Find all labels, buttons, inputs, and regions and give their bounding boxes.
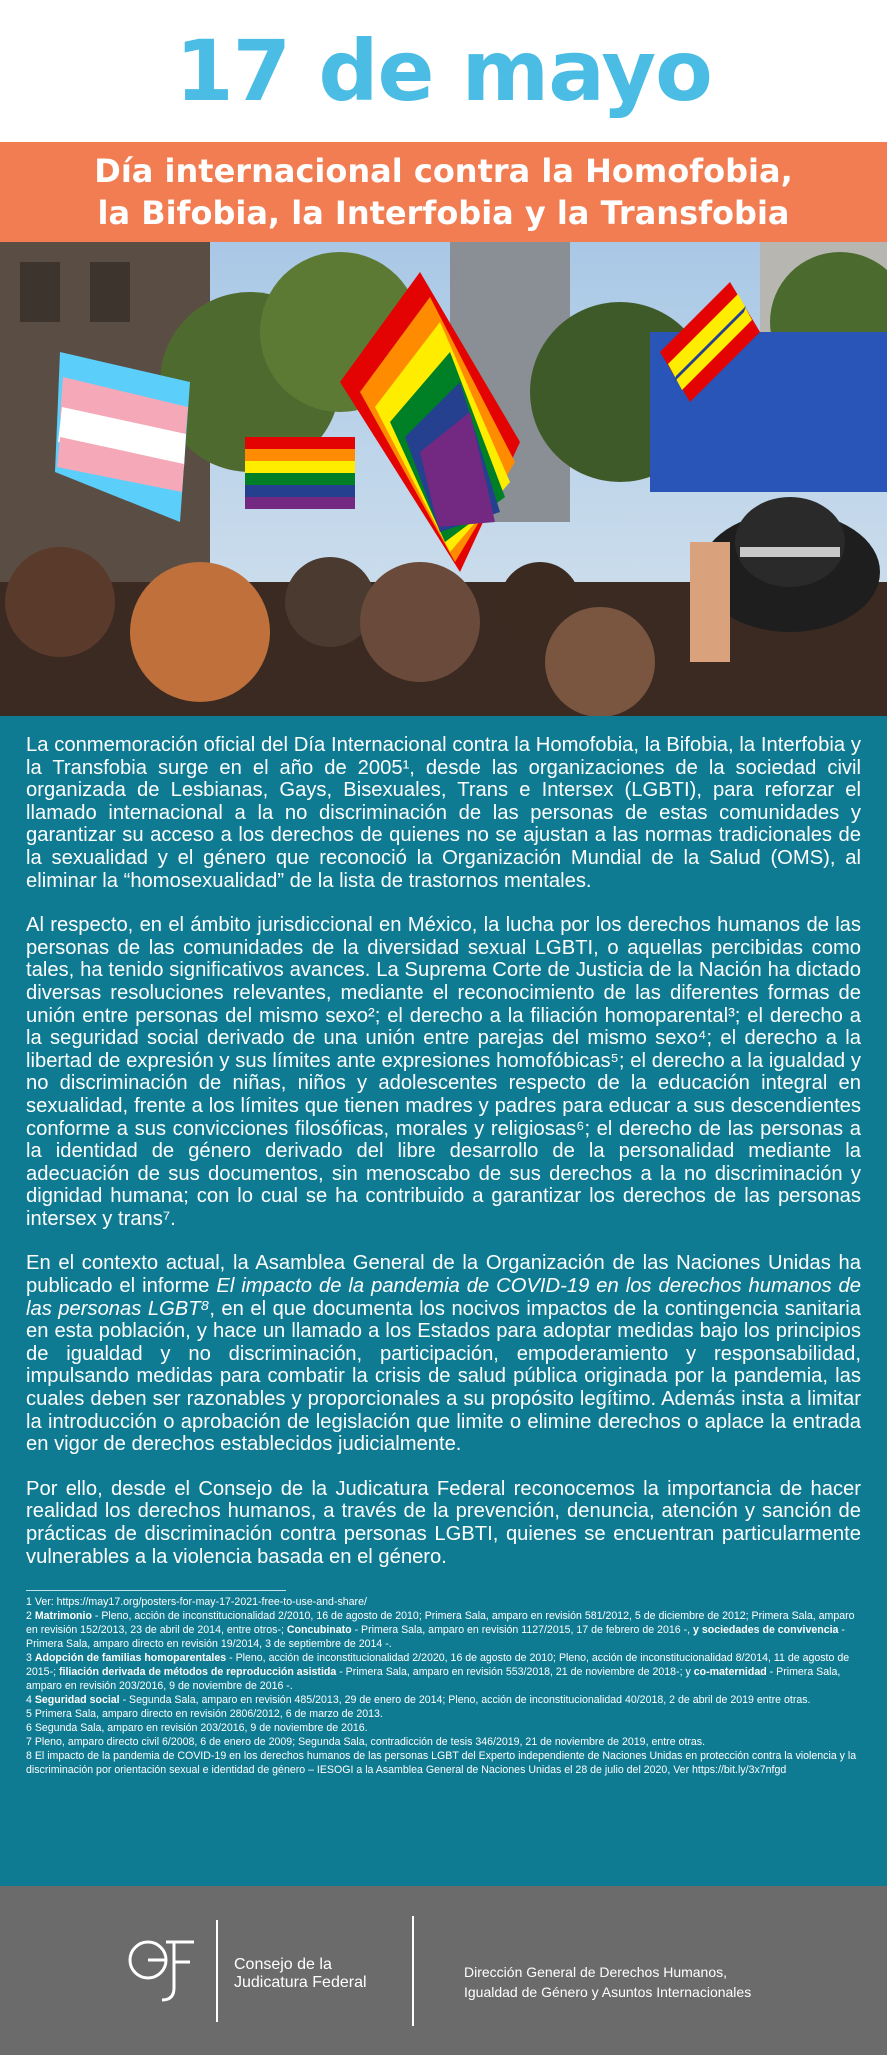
subtitle-band	[0, 142, 887, 242]
subtitle-line-1: Día internacional contra la Homofobia,	[94, 152, 793, 190]
footnote-2-bold-1: Matrimonio	[34, 1610, 92, 1623]
footnote-4-bold-1: Seguridad social	[34, 1694, 120, 1707]
footnote-2-bold-3: y sociedades de convivencia	[693, 1624, 839, 1637]
body-panel	[0, 716, 887, 1886]
footnote-7: 7 Pleno, amparo directo civil 6/2008, 6 de enero de 2009; Segunda Sala, contradicción de tesis 346/2019, 21 de noviembre de 2019, entre otras.	[26, 1736, 706, 1749]
footer	[0, 1886, 887, 2055]
footer-divider-2	[412, 1916, 414, 2026]
footnote-2-text-1: - Pleno, acción de inconstitucionalidad 2/2010, 16 de agosto de 2010; Primera Sala, amparo en revisión 581/2012, 5 de diciembre de 2012; Primera Sala, amparo en revisión 152/2013, 23 de abril de 2014, entre otros-;	[26, 1610, 855, 1637]
footnote-2-bold-2: Concubinato	[286, 1624, 352, 1637]
dept-line-2: Igualdad de Género y Asuntos Internacionales	[464, 1984, 752, 2000]
footnote-1: 1 Ver: https://may17.org/posters-for-may-17-2021-free-to-use-and-share/	[26, 1596, 367, 1609]
cjf-logo-icon	[124, 1926, 204, 2006]
footer-divider-1	[216, 1920, 218, 2022]
footnote-3-text-3: - Primera Sala, amparo en revisión 203/2016, 9 de noviembre de 2016 -.	[26, 1666, 841, 1693]
paragraph-4: Por ello, desde el Consejo de la Judicatura Federal reconocemos la importancia de hacer realidad los derechos humanos, a través de la prevención, denuncia, atención y sanción de prácticas de discriminación contra personas LGBTI, quienes se encuentran particularmente vulnerables a la violencia basada en el género.	[26, 1477, 861, 1568]
paragraph-2: Al respecto, en el ámbito jurisdiccional en México, la lucha por los derechos humanos de las personas de las comunidades de la diversidad sexual LGBTI, o aquellas percibidas como tales, ha tenido significativos avances. La Suprema Corte de Justicia de la Nación ha dictado diversas resoluciones relevantes, mediante el reconocimiento de las diferentes formas de unión entre personas del mismo sexo²; el derecho a la filiación homoparental³; el derecho a la seguridad social derivado de una unión entre parejas del mismo sexo⁴; el derecho a la libertad de expresión y sus límites ante expresiones homofóbicas⁵; el derecho a la igualdad y no discriminación de niñas, niños y adolescentes respecto de la educación integral en sexualidad, frente a los límites que tienen madres y padres para educar a sus descendientes conforme a sus convicciones filosóficas, morales y religiosas⁶; el derecho de las personas a la identidad de género derivado del libre desarrollo de la personalidad mediante la adecuación de sus documentos, sin menoscabo de sus derechos a la no discriminación y dignidad humana; con lo cual se ha contribuido a garantizar los derechos de las personas intersex y trans⁷.	[26, 914, 861, 1230]
org-name	[234, 1956, 367, 1992]
org-line-1: Consejo de la	[234, 1956, 332, 1973]
footnote-divider	[26, 1590, 286, 1591]
footnote-2-text-2: - Primera Sala, amparo en revisión 1127/2015, 17 de febrero de 2016 -,	[351, 1624, 693, 1637]
paragraph-3	[26, 1252, 861, 1455]
page-title: 17 de mayo	[175, 22, 712, 120]
footnote-3-text-2: - Primera Sala, amparo en revisión 553/2018, 21 de noviembre de 2018-; y	[336, 1666, 694, 1679]
footnote-5: 5 Primera Sala, amparo directo en revisión 2806/2012, 6 de marzo de 2013.	[26, 1708, 383, 1721]
paragraph-3-rest: , en el que documenta los nocivos impactos de la contingencia sanitaria en esta población, y hace un llamado a los Estados para adoptar medidas bajo los principios de igualdad y no discriminación, participación, empoderamiento y responsabilidad, impulsando medidas para combatir la crisis de salud pública originada por la pandemia, las cuales deben ser razonables y proporcionales a su propósito legítimo. Además insta a limitar la introducción o aprobación de legislación que limite o elimine derechos o aplace la entrada en vigor de derechos establecidos judicialmente.	[26, 1297, 861, 1456]
footnote-3-bold-1: Adopción de familias homoparentales	[34, 1652, 227, 1665]
paragraph-3-intro: En el contexto actual, la Asamblea General de la Organización de las Naciones Unidas ha publicado el informe	[26, 1252, 861, 1298]
footnote-2-text-3: - Primera Sala, amparo directo en revisión 19/2014, 3 de septiembre de 2014 -.	[26, 1624, 845, 1651]
footnote-8: 8 El impacto de la pandemia de COVID-19 en los derechos humanos de las personas LGBT del Experto independiente de Naciones Unidas en protección contra la violencia y la discriminación por orientación sexual e identidad de género – IESOGI a la Asamblea General de Naciones Unidas el 28 de julio del 2020, Ver https://bit.ly/3x7nfgd	[26, 1750, 857, 1777]
footnote-2-num: 2	[26, 1610, 35, 1623]
paragraph-1: La conmemoración oficial del Día Internacional contra la Homofobia, la Bifobia, la Interfobia y la Transfobia surge en el año de 2005¹, desde las organizaciones de la sociedad civil organizada de Lesbianas, Gays, Bisexuales, Trans e Intersex (LGBTI), para reforzar el llamado internacional a la no discriminación de las personas de estas comunidades y garantizar su acceso a los derechos de quienes no se ajustan a las normas tradicionales de la sexualidad y el género que reconoció la Organización Mundial de la Salud (OMS), al eliminar la “homosexualidad” de la lista de trastornos mentales.	[26, 734, 861, 892]
footnote-3	[26, 1651, 861, 1693]
dept-line-1: Dirección General de Derechos Humanos,	[464, 1964, 728, 1980]
footnote-6: 6 Segunda Sala, amparo en revisión 203/2016, 9 de noviembre de 2016.	[26, 1722, 368, 1735]
footnote-3-num: 3	[26, 1652, 35, 1665]
org-line-2: Judicatura Federal	[234, 1974, 367, 1991]
report-title: El impacto de la pandemia de COVID-19 en los derechos humanos de las personas LGBT⁸	[26, 1275, 861, 1320]
department-name	[464, 1962, 751, 2002]
subtitle-line-2: la Bifobia, la Interfobia y la Transfobia	[97, 194, 790, 232]
pride-crowd-photo	[0, 242, 887, 716]
footnote-2	[26, 1609, 861, 1651]
footnote-4	[26, 1693, 861, 1707]
photo-illustration	[0, 242, 887, 716]
footnote-3-text-1: - Pleno, acción de inconstitucionalidad 2/2020, 16 de agosto de 2010; Pleno, acción de inconstitucionalidad 8/2014, 11 de agosto de 2015-;	[26, 1652, 850, 1679]
footnote-4-text-1: - Segunda Sala, amparo en revisión 485/2013, 29 de enero de 2014; Pleno, acción de inconstitucionalidad 40/2018, 2 de abril de 2019 entre otras.	[119, 1694, 811, 1707]
footnote-4-num: 4	[26, 1694, 35, 1707]
footnote-3-bold-3: co-maternidad	[693, 1666, 767, 1679]
small-rainbow-flag-icon	[245, 437, 355, 509]
footnote-3-bold-2: filiación derivada de métodos de reproducción asistida	[58, 1666, 337, 1679]
title-band	[0, 0, 887, 142]
